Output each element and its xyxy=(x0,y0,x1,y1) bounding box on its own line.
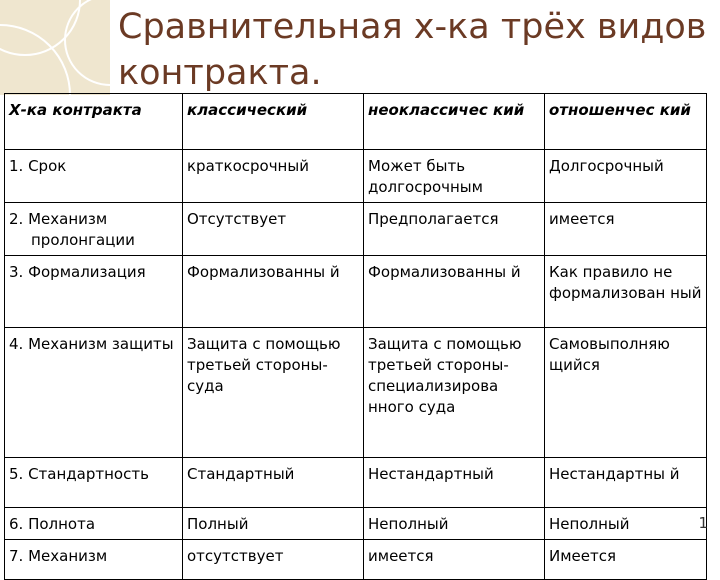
table-cell: 7. Механизм xyxy=(5,540,183,580)
cell-text: 2. Механизм xyxy=(9,210,108,228)
table-cell: Защита с помощью третьей стороны-специализирова нного суда xyxy=(364,328,545,458)
table-cell: 4. Механизм защиты xyxy=(5,328,183,458)
table-cell: 6. Полнота xyxy=(5,508,183,540)
table-cell: Долгосрочный xyxy=(545,150,707,203)
table-cell: Самовыполняю щийся xyxy=(545,328,707,458)
table-row xyxy=(5,256,707,328)
header-cell: классический xyxy=(183,94,364,150)
cell-text-continued: пролонгации xyxy=(31,231,135,249)
page-title: Сравнительная х-ка трёх видов контракта. xyxy=(118,7,707,93)
table-cell: Неполный xyxy=(364,508,545,540)
table-cell: краткосрочный xyxy=(183,150,364,203)
table-cell: Нестандартный xyxy=(364,458,545,508)
table-cell: Нестандартны й xyxy=(545,458,707,508)
slide-number: 1 xyxy=(698,514,708,532)
table-cell: имеется xyxy=(545,203,707,256)
table-cell: Может быть долгосрочным xyxy=(364,150,545,203)
comparison-table xyxy=(4,93,707,580)
table-cell: 3. Формализация xyxy=(5,256,183,328)
table-cell: Отсутствует xyxy=(183,203,364,256)
table-row xyxy=(5,150,707,203)
table-row xyxy=(5,458,707,508)
table-cell: отсутствует xyxy=(183,540,364,580)
table-cell: Формализованны й xyxy=(183,256,364,328)
table-row xyxy=(5,203,707,256)
table-cell: Имеется xyxy=(545,540,707,580)
table-row xyxy=(5,540,707,580)
table-row xyxy=(5,328,707,458)
table-cell: Неполный xyxy=(545,508,707,540)
table-cell: Стандартный xyxy=(183,458,364,508)
table-cell: Как правило не формализован ный xyxy=(545,256,707,328)
table-header-row xyxy=(5,94,707,150)
table-cell: Полный xyxy=(183,508,364,540)
table-row xyxy=(5,508,707,540)
header-cell: Х-ка контракта xyxy=(5,94,183,150)
table-cell: 5. Стандартность xyxy=(5,458,183,508)
table-cell: 1. Срок xyxy=(5,150,183,203)
table-cell: Защита с помощью третьей стороны-суда xyxy=(183,328,364,458)
table-cell: Предполагается xyxy=(364,203,545,256)
corner-decoration xyxy=(0,0,110,95)
table-cell: имеется xyxy=(364,540,545,580)
header-cell: неоклассичес кий xyxy=(364,94,545,150)
table-cell xyxy=(5,203,183,256)
header-cell: отношенчес кий xyxy=(545,94,707,150)
table-cell: Формализованны й xyxy=(364,256,545,328)
